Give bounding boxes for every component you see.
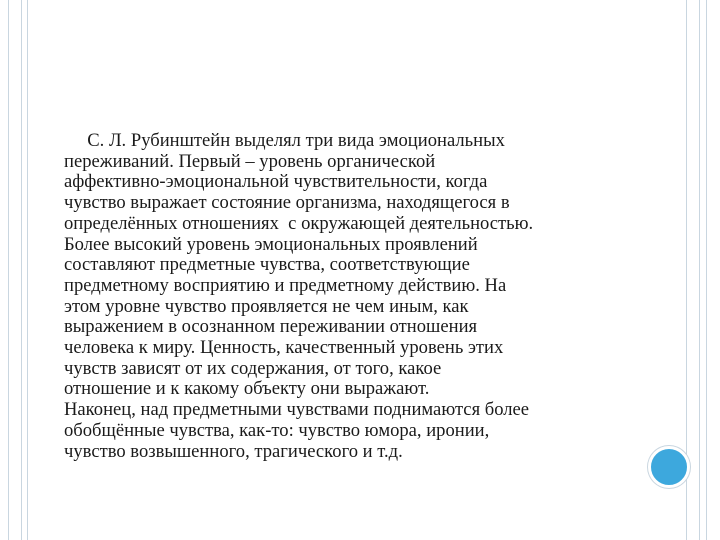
paragraph-line: чувств зависят от их содержания, от того, какое bbox=[64, 357, 442, 379]
paragraph-line: чувство выражает состояние организма, находящегося в bbox=[64, 192, 510, 214]
paragraph-line: аффективно-эмоциональной чувствительности, когда bbox=[64, 171, 488, 193]
paragraph-line: этом уровне чувство проявляется не чем иным, как bbox=[64, 295, 469, 317]
right-frame-decoration bbox=[686, 0, 720, 540]
paragraph-line: Более высокий уровень эмоциональных проявлений bbox=[64, 233, 478, 255]
frame-line bbox=[706, 0, 707, 540]
paragraph-line: выражением в осознанном переживании отношения bbox=[64, 316, 478, 338]
paragraph-line: составляют предметные чувства, соответствующие bbox=[64, 254, 470, 276]
left-frame-decoration bbox=[0, 0, 28, 540]
paragraph-line: С. Л. Рубинштейн выделял три вида эмоциональных bbox=[64, 130, 505, 151]
paragraph-line: предметному восприятию и предметному действию. На bbox=[64, 274, 507, 296]
body-paragraph bbox=[64, 131, 634, 462]
paragraph-line: человека к миру. Ценность, качественный уровень этих bbox=[64, 337, 504, 359]
paragraph-line: отношение и к какому объекту они выражают. bbox=[64, 378, 430, 400]
accent-circle-icon bbox=[648, 446, 690, 488]
paragraph-line: определённых отношениях с окружающей деятельностью. bbox=[64, 212, 534, 234]
paragraph-line: чувство возвышенного, трагического и т.д. bbox=[64, 440, 403, 462]
paragraph-line: Наконец, над предметными чувствами поднимаются более bbox=[64, 399, 530, 421]
paragraph-line: переживаний. Первый – уровень органической bbox=[64, 150, 436, 172]
paragraph-line: обобщённые чувства, как-то: чувство юмора, иронии, bbox=[64, 419, 490, 441]
frame-line bbox=[699, 0, 700, 540]
